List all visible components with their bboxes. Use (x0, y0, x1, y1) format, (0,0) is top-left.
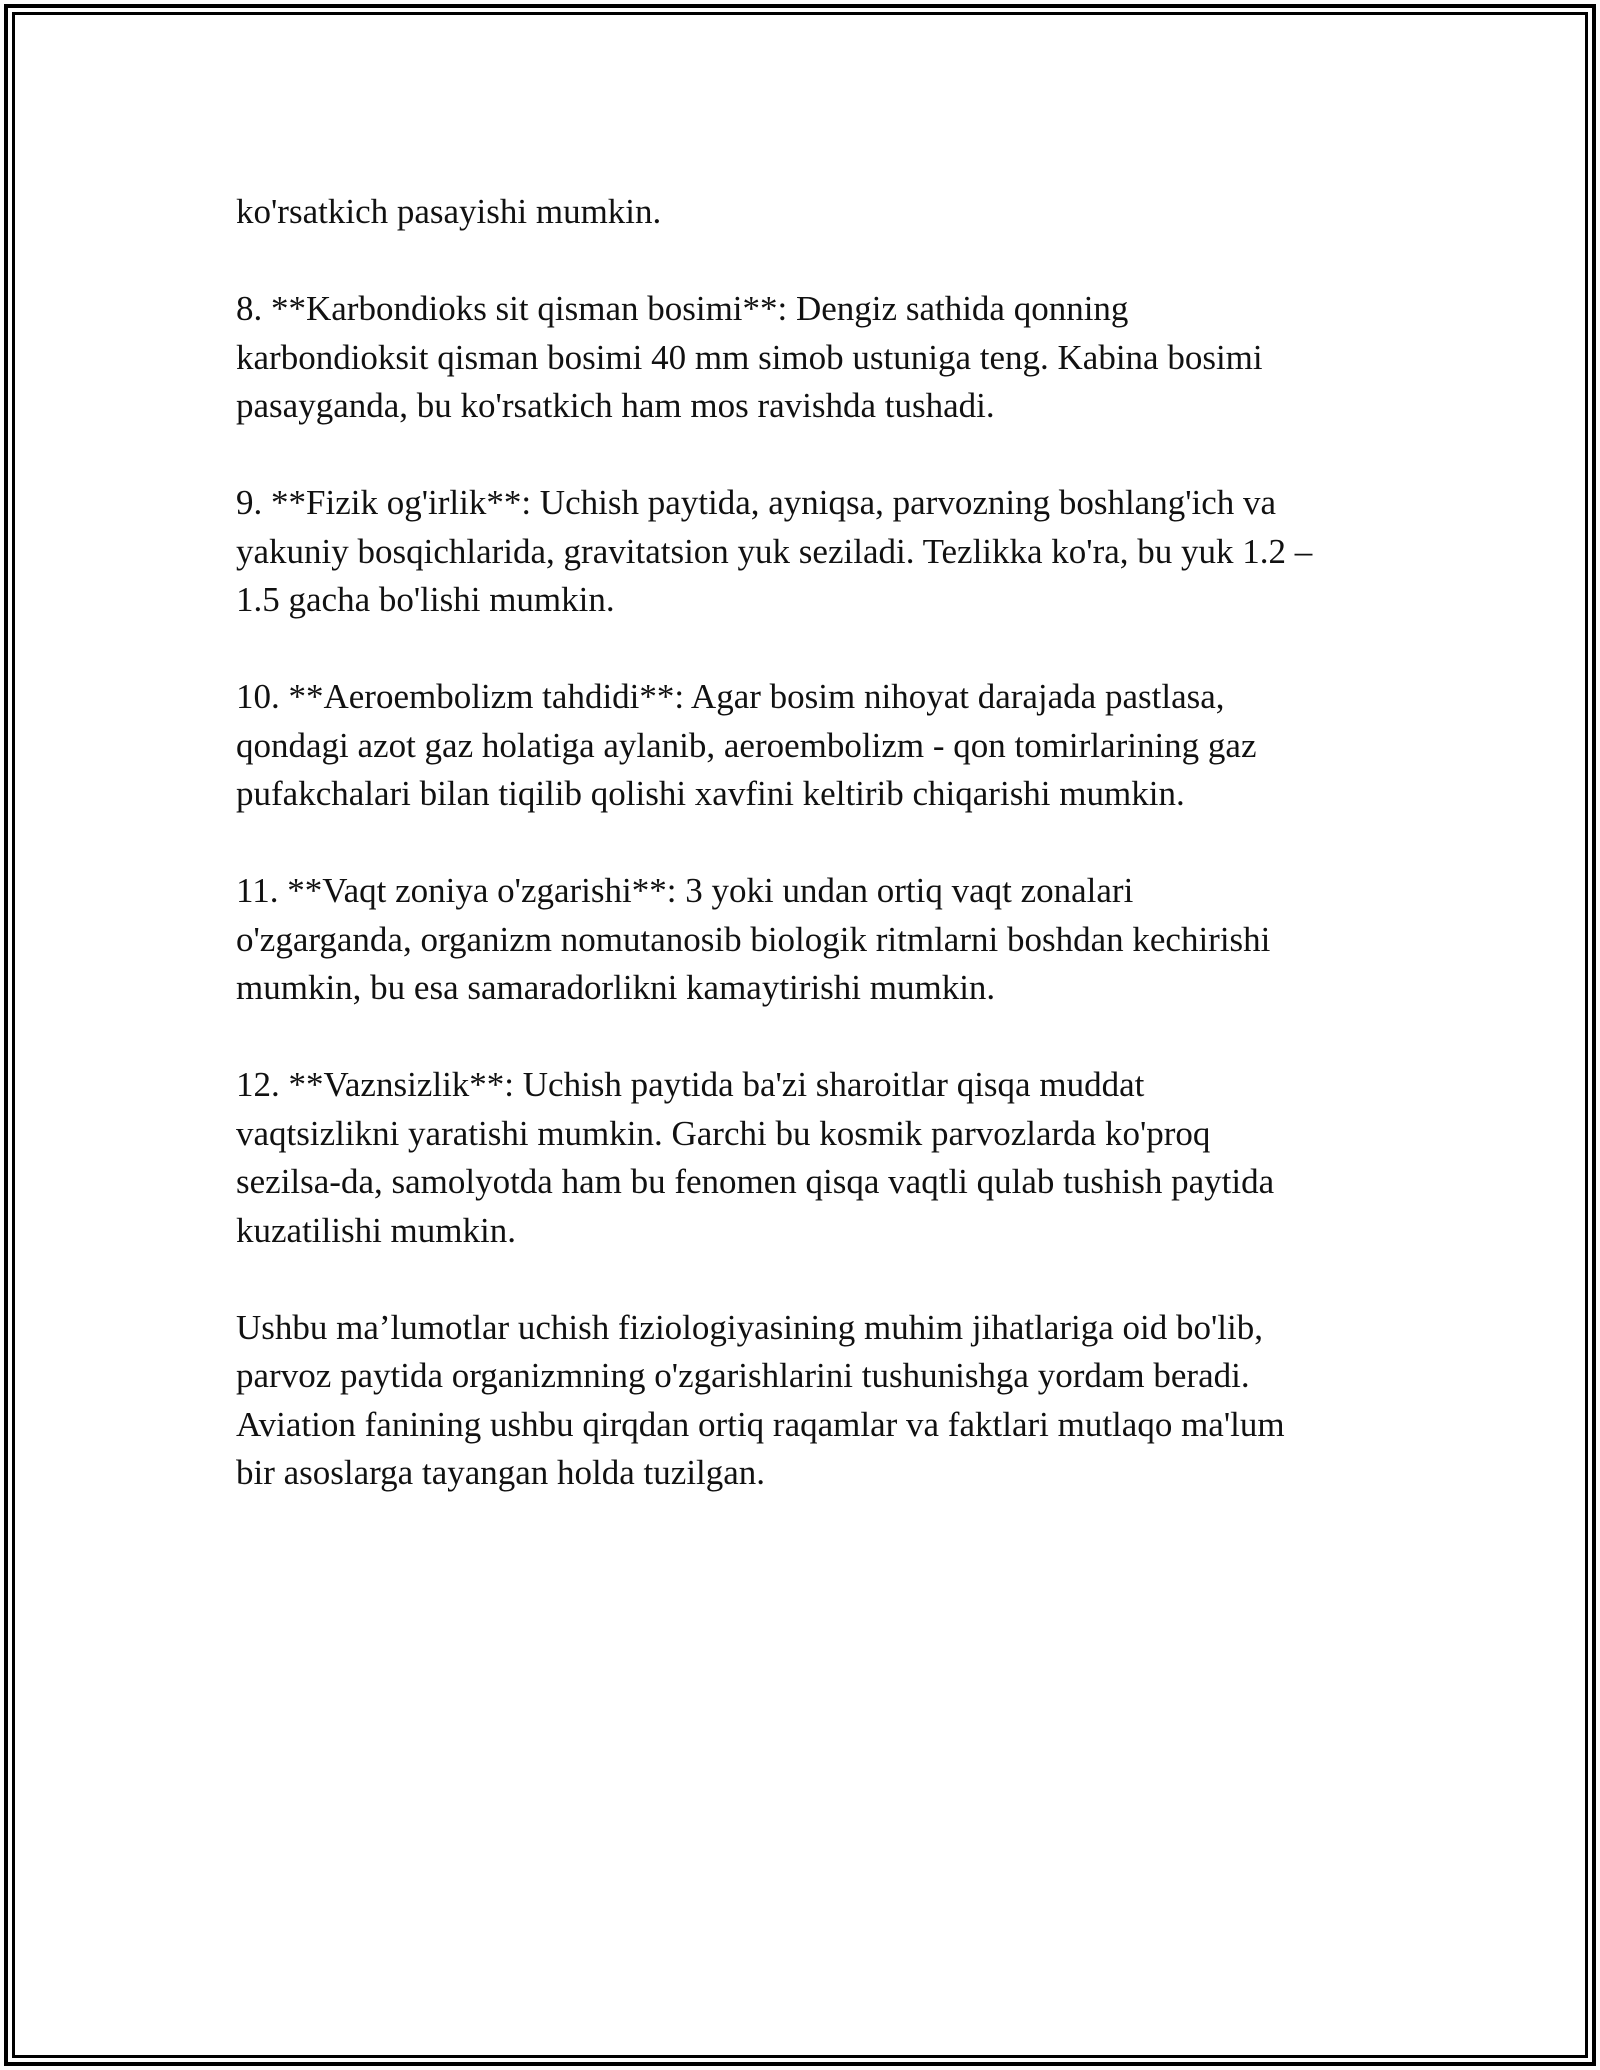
document-body (236, 188, 1366, 1546)
paragraph-continuation: ko'rsatkich pasayishi mumkin. (236, 192, 662, 231)
paragraph-item-12-weightlessness: 12. **Vaznsizlik**: Uchish paytida ba'zi sharoitlar qisqa muddat vaqtsizlikni yaratishi mumkin. Garchi bu kosmik parvozlarda ko'proq sezilsa-da, samolyotda ham bu fenomen qisqa vaqtli qulab tushish paytida kuzatilishi mumkin. (236, 1065, 1275, 1250)
paragraph-item-9-physical-load: 9. **Fizik og'irlik**: Uchish paytida, ayniqsa, parvozning boshlang'ich va yakuniy bosqichlarida, gravitatsion yuk seziladi. Tezlikka ko'ra, bu yuk 1.2 – 1.5 gacha bo'lishi mumkin. (236, 483, 1313, 619)
paragraph-conclusion: Ushbu ma’lumotlar uchish fiziologiyasining muhim jihatlariga oid bo'lib, parvoz paytida organizmning o'zgarishlarini tushunishga yordam beradi. Aviation fanining ushbu qirqdan ortiq raqamlar va faktlari mutlaqo ma'lum bir asoslarga tayangan holda tuzilgan. (236, 1307, 1285, 1492)
paragraph-item-10-aeroembolism: 10. **Aeroembolizm tahdidi**: Agar bosim nihoyat darajada pastlasa, qondagi azot gaz holatiga aylanib, aeroembolizm - qon tomirlarining gaz pufakchalari bilan tiqilib qolishi xavfini keltirib chiqarishi mumkin. (236, 677, 1257, 813)
paragraph-item-8-carbon-dioxide: 8. **Karbondioks sit qisman bosimi**: Dengiz sathida qonning karbondioksit qisman bosimi 40 mm simob ustuniga teng. Kabina bosimi pasayganda, bu ko'rsatkich ham mos ravishda tushadi. (236, 289, 1263, 425)
paragraph-item-11-time-zone: 11. **Vaqt zoniya o'zgarishi**: 3 yoki undan ortiq vaqt zonalari o'zgarganda, organizm nomutanosib biologik ritmlarni boshdan kechirishi mumkin, bu esa samaradorlikni kamaytirishi mumkin. (236, 871, 1271, 1007)
